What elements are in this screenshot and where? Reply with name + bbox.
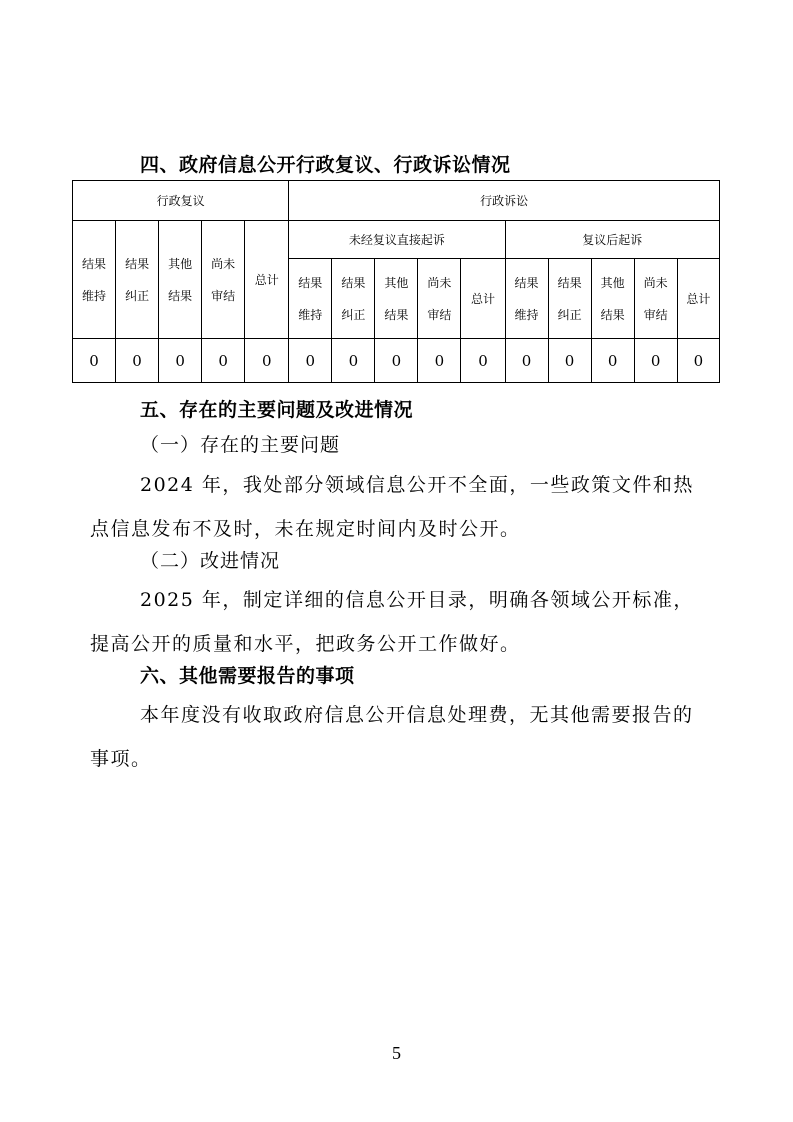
value-cell: 0 [73,339,116,383]
header-after-col-3: 其他 结果 [591,259,634,339]
header-administrative-review: 行政复议 [73,181,289,221]
header-direct-total: 总计 [461,259,505,339]
value-cell: 0 [548,339,591,383]
header-direct-col-3: 其他 结果 [375,259,418,339]
value-cell: 0 [159,339,202,383]
table-header-row-2 [73,221,720,259]
header-after-col-4: 尚未 审结 [634,259,677,339]
section-4-heading: 四、政府信息公开行政复议、行政诉讼情况 [140,154,511,176]
header-direct-col-4: 尚未 审结 [418,259,461,339]
header-administrative-litigation: 行政诉讼 [289,181,720,221]
header-review-col-1: 结果 维持 [73,221,116,339]
header-after-total: 总计 [677,259,719,339]
value-cell: 0 [245,339,289,383]
subsection-main-problems: （一）存在的主要问题 [140,434,341,456]
value-cell: 0 [202,339,245,383]
paragraph-improvements: 2025 年，制定详细的信息公开目录，明确各领域公开标准，提高公开的质量和水平，把政务公开工作做好。 [90,589,694,655]
header-review-total: 总计 [245,221,289,339]
value-cell: 0 [375,339,418,383]
header-direct-suit: 未经复议直接起诉 [289,221,505,259]
section-6-heading: 六、其他需要报告的事项 [140,665,355,687]
value-cell: 0 [505,339,548,383]
review-litigation-table [72,180,720,383]
paragraph-problems: 2024 年，我处部分领域信息公开不全面，一些政策文件和热点信息发布不及时，未在规定时间内及时公开。 [90,474,694,540]
value-cell: 0 [634,339,677,383]
value-cell: 0 [461,339,505,383]
section-5-heading: 五、存在的主要问题及改进情况 [140,399,414,421]
paragraph-other-matters: 本年度没有收取政府信息公开信息处理费，无其他需要报告的事项。 [90,704,694,770]
header-review-col-4: 尚未 审结 [202,221,245,339]
table-header-row-1 [73,181,720,221]
header-after-col-2: 结果 纠正 [548,259,591,339]
header-direct-col-2: 结果 纠正 [332,259,375,339]
page-number: 5 [392,1043,401,1063]
value-cell: 0 [677,339,719,383]
header-after-col-1: 结果 维持 [505,259,548,339]
value-cell: 0 [332,339,375,383]
header-suit-after-review: 复议后起诉 [505,221,720,259]
value-cell: 0 [116,339,159,383]
header-direct-col-1: 结果 维持 [289,259,332,339]
value-cell: 0 [289,339,332,383]
header-review-col-3: 其他 结果 [159,221,202,339]
value-cell: 0 [418,339,461,383]
table-row [73,339,720,383]
header-review-col-2: 结果 纠正 [116,221,159,339]
value-cell: 0 [591,339,634,383]
subsection-improvements: （二）改进情况 [140,550,281,572]
